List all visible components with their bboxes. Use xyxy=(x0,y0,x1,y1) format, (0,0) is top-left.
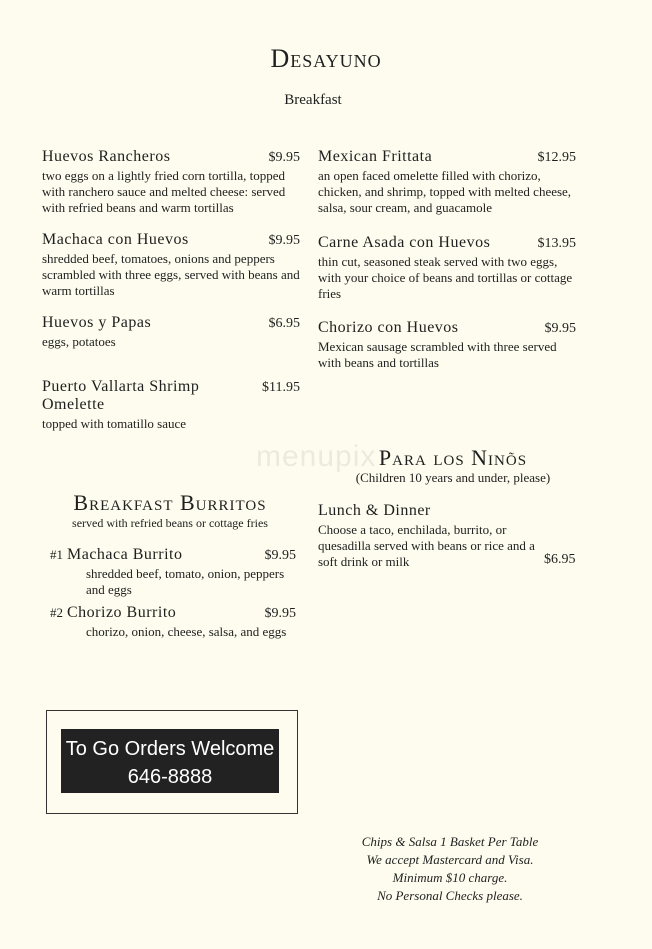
burrito-item xyxy=(50,546,296,598)
item-description: chorizo, onion, cheese, salsa, and eggs xyxy=(86,624,287,639)
kids-item xyxy=(318,502,576,570)
item-description: shredded beef, tomato, onion, peppers and eggs xyxy=(86,566,285,597)
item-price: $13.95 xyxy=(537,236,576,251)
page-title: Desayuno xyxy=(270,44,382,73)
item-description: shredded beef, tomatoes, onions and peppers scrambled with three eggs, served with beans and warm tortillas xyxy=(42,251,300,298)
to-go-text: To Go Orders Welcome xyxy=(65,738,275,760)
item-name: Huevos y Papas xyxy=(42,314,152,331)
item-number: #2 xyxy=(50,605,63,620)
menu-item xyxy=(42,231,300,299)
item-price: $9.95 xyxy=(544,321,576,336)
watermark: menupix xyxy=(256,440,377,473)
phone-number: 646-8888 xyxy=(127,766,213,788)
item-name: Chorizo con Huevos xyxy=(318,319,459,336)
menu-item xyxy=(42,378,300,432)
menu-item xyxy=(318,148,576,216)
item-description: topped with tomatillo sauce xyxy=(42,416,187,431)
footer-notes xyxy=(340,833,560,905)
item-price: $12.95 xyxy=(537,150,576,165)
kids-subtitle: (Children 10 years and under, please) xyxy=(355,470,551,485)
item-name: Machaca con Huevos xyxy=(42,231,189,248)
kids-item-price: $6.95 xyxy=(544,552,576,567)
item-price: $9.95 xyxy=(264,548,296,563)
item-description: thin cut, seasoned steak served with two eggs, with your choice of beans and tortillas or cottage fries xyxy=(318,254,573,301)
item-description: Mexican sausage scrambled with three served with beans and tortillas xyxy=(318,339,557,370)
note-line: No Personal Checks please. xyxy=(377,888,523,903)
page-subtitle: Breakfast xyxy=(284,92,342,108)
item-name: Machaca Burrito xyxy=(67,546,183,563)
burritos-subtitle: served with refried beans or cottage fries xyxy=(72,516,268,530)
item-name: Huevos Rancheros xyxy=(42,148,171,165)
kids-title: Para los Ninõs xyxy=(378,445,528,470)
note-line: We accept Mastercard and Visa. xyxy=(366,852,534,867)
burritos-title: Breakfast Burritos xyxy=(73,490,267,515)
item-description: an open faced omelette filled with chorizo, chicken, and shrimp, topped with melted cheese, salsa, sour cream, and guacamole xyxy=(318,168,572,215)
menu-item xyxy=(42,314,300,350)
note-line: Minimum $10 charge. xyxy=(392,870,508,885)
item-name: Lunch & Dinner xyxy=(318,502,431,519)
item-price: $9.95 xyxy=(268,150,300,165)
item-description: two eggs on a lightly fried corn tortilla, topped with ranchero sauce and melted cheese: served with refried beans and warm tortillas xyxy=(42,168,286,215)
burrito-item xyxy=(50,604,296,640)
item-number: #1 xyxy=(50,547,63,562)
menu-item xyxy=(42,148,300,216)
item-description: Choose a taco, enchilada, burrito, or quesadilla served with beans or rice and a soft drink or milk xyxy=(318,522,535,569)
item-name: Chorizo Burrito xyxy=(67,604,177,621)
menu-item xyxy=(318,319,576,371)
item-price: $6.95 xyxy=(268,316,300,331)
item-price: $9.95 xyxy=(264,606,296,621)
note-line: Chips & Salsa 1 Basket Per Table xyxy=(361,834,539,849)
item-name: Mexican Frittata xyxy=(318,148,433,165)
item-price: $9.95 xyxy=(268,233,300,248)
menu-item xyxy=(318,234,576,302)
item-price: $11.95 xyxy=(262,380,300,395)
to-go-banner xyxy=(61,729,279,793)
item-name: Carne Asada con Huevos xyxy=(318,234,491,251)
item-description: eggs, potatoes xyxy=(42,334,116,349)
item-name: Puerto Vallarta Shrimp Omelette xyxy=(42,378,200,413)
to-go-box xyxy=(46,710,298,814)
